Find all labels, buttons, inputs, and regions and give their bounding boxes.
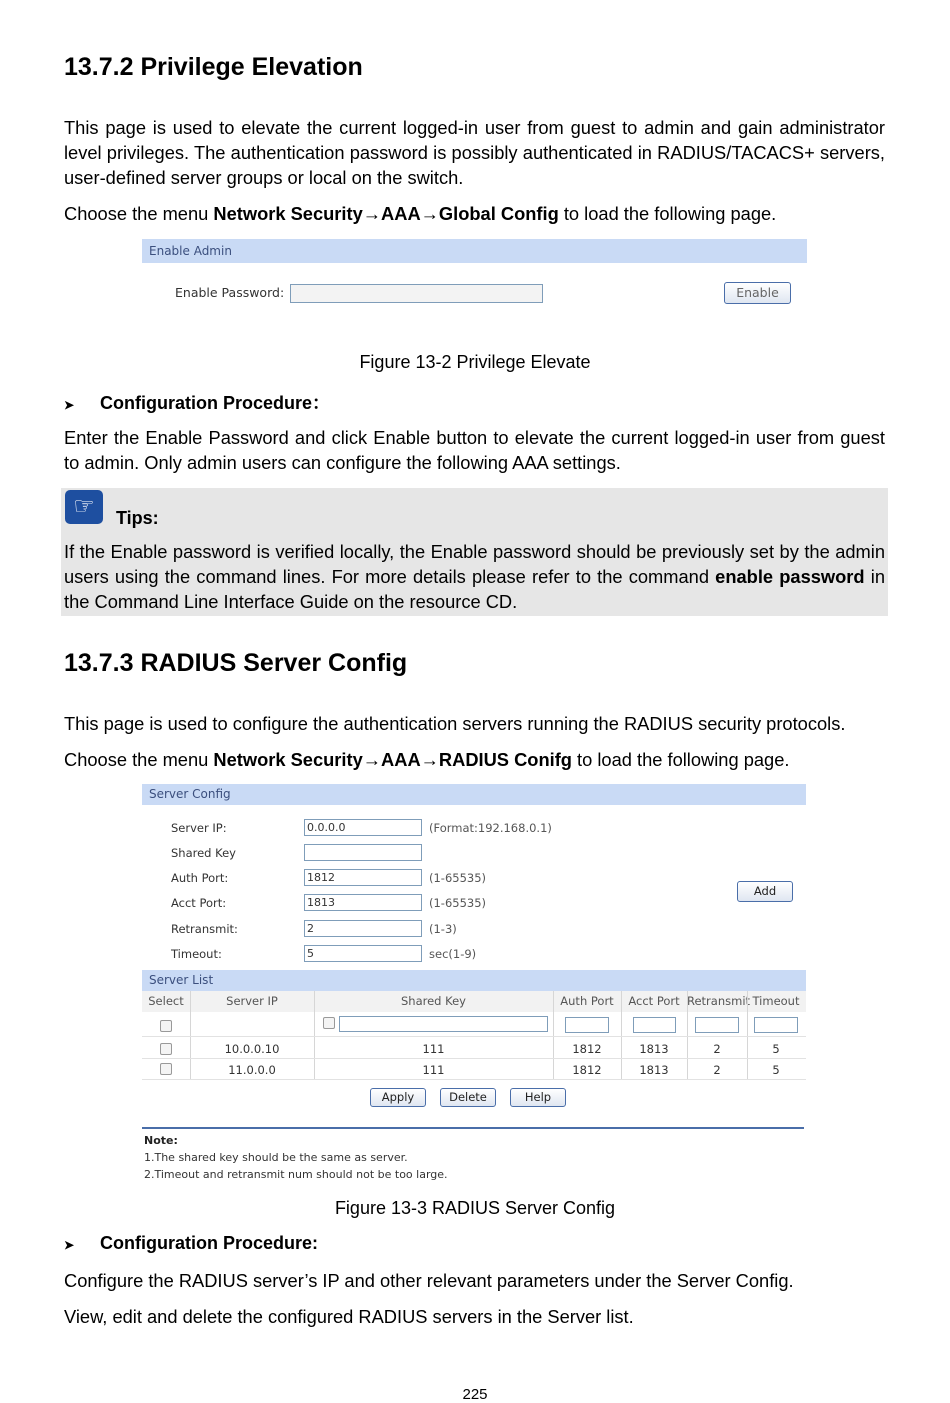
- server-ip-label: Server IP:: [171, 821, 227, 835]
- enable-admin-bar: Enable Admin: [142, 239, 807, 263]
- menu-suffix: to load the following page.: [571, 749, 790, 770]
- cell-acct-port: 1813: [639, 1042, 669, 1056]
- cell-shared-key: 111: [422, 1042, 445, 1056]
- retransmit-edit-input[interactable]: [695, 1017, 739, 1033]
- column-server-ip: Server IP: [226, 994, 278, 1008]
- tips-box: [61, 488, 888, 616]
- procedure-title: Configuration Procedure：: [100, 393, 331, 413]
- menu-path: Network Security→AAA→RADIUS Conifg: [213, 749, 572, 770]
- auth-port-label: Auth Port:: [171, 871, 229, 885]
- column-auth-port: Auth Port: [560, 994, 614, 1008]
- figure-caption-13-2: Figure 13-2 Privilege Elevate: [359, 352, 591, 372]
- server-ip-hint: (Format:192.168.0.1): [429, 821, 552, 835]
- acct-port-edit-input[interactable]: [633, 1017, 676, 1033]
- radius-server-screenshot: [142, 784, 807, 1186]
- page-number: 225: [462, 1386, 488, 1403]
- column-acct-port: Acct Port: [628, 994, 680, 1008]
- procedure-line-2: View, edit and delete the configured RADIUS servers in the Server list.: [64, 1306, 634, 1327]
- auth-port-hint: (1-65535): [429, 871, 487, 885]
- acct-port-input[interactable]: 1813: [304, 894, 422, 911]
- enable-password-input[interactable]: [290, 284, 543, 303]
- tips-title: Tips:: [116, 508, 159, 528]
- intro-paragraph: This page is used to elevate the current logged-in user from guest to admin and gain administrator level privileges. The authentication password is possibly authenticated in RADIUS/TACACS+ servers, user-defined server groups or local on the switch.: [64, 117, 885, 188]
- column-timeout: Timeout: [752, 994, 800, 1008]
- timeout-label: Timeout:: [171, 947, 222, 961]
- procedure-line-1: Configure the RADIUS server’s IP and other relevant parameters under the Server Config.: [64, 1270, 794, 1291]
- server-ip-input[interactable]: 0.0.0.0: [304, 819, 422, 836]
- column-shared-key: Shared Key: [401, 994, 466, 1008]
- menu-prefix: Choose the menu: [64, 203, 214, 224]
- tips-command: enable password: [715, 566, 865, 587]
- menu-instruction: [64, 201, 885, 226]
- acct-port-label: Acct Port:: [171, 896, 227, 910]
- section-heading-radius-server-config: 13.7.3 RADIUS Server Config: [64, 649, 408, 677]
- server-config-bar: Server Config: [142, 784, 806, 805]
- arrowhead-bullet-icon: ➤: [64, 1238, 75, 1252]
- timeout-hint: sec(1-9): [429, 947, 477, 961]
- note-line-1: 1.The shared key should be the same as server.: [144, 1151, 408, 1164]
- acct-port-hint: (1-65535): [429, 896, 487, 910]
- note-title: Note:: [144, 1134, 178, 1147]
- retransmit-label: Retransmit:: [171, 922, 238, 936]
- procedure-heading-1: [64, 389, 330, 415]
- cell-timeout: 5: [772, 1042, 780, 1056]
- cell-server-ip: 10.0.0.10: [224, 1042, 280, 1056]
- figure-caption-13-3: Figure 13-3 RADIUS Server Config: [334, 1198, 616, 1218]
- cell-acct-port: 1813: [639, 1063, 669, 1077]
- procedure-heading-2: [64, 1233, 318, 1254]
- enable-admin-screenshot: [142, 239, 807, 335]
- cell-timeout: 5: [772, 1063, 780, 1077]
- menu-path: Network Security→AAA→Global Config: [213, 203, 559, 224]
- cell-retransmit: 2: [713, 1042, 721, 1056]
- tips-text: [64, 539, 885, 614]
- row-select-checkbox[interactable]: [160, 1063, 172, 1075]
- shared-key-label: Shared Key: [171, 846, 236, 860]
- add-button[interactable]: Add: [737, 881, 793, 902]
- enable-password-label: Enable Password:: [175, 285, 285, 300]
- tips-text-1: If the Enable password is verified locally, the Enable password should be previously set by the admin users using the command lines. For more details please refer to the command: [64, 541, 885, 587]
- cell-server-ip: 11.0.0.0: [228, 1063, 276, 1077]
- column-select: Select: [148, 994, 184, 1008]
- apply-button[interactable]: Apply: [370, 1088, 426, 1107]
- radius-intro: This page is used to configure the authentication servers running the RADIUS security protocols.: [64, 713, 846, 734]
- section-heading-privilege-elevation: 13.7.2 Privilege Elevation: [64, 53, 363, 81]
- procedure-text: Enter the Enable Password and click Enable button to elevate the current logged-in user from guest to admin. Only admin users can configure the following AAA settings.: [64, 427, 885, 473]
- retransmit-hint: (1-3): [429, 922, 457, 936]
- arrowhead-bullet-icon: ➤: [64, 398, 75, 412]
- procedure-title: Configuration Procedure:: [100, 1233, 319, 1253]
- radius-menu-instruction: [64, 747, 904, 772]
- server-list-bar: Server List: [142, 970, 806, 991]
- help-button[interactable]: Help: [510, 1088, 566, 1107]
- shared-key-input[interactable]: [304, 844, 422, 861]
- menu-suffix: to load the following page.: [558, 203, 777, 224]
- note-divider: [142, 1127, 804, 1129]
- auth-port-input[interactable]: 1812: [304, 869, 422, 886]
- timeout-input[interactable]: 5: [304, 945, 422, 962]
- shared-key-edit-input[interactable]: [339, 1016, 548, 1032]
- row-select-checkbox[interactable]: [160, 1043, 172, 1055]
- cell-auth-port: 1812: [572, 1042, 602, 1056]
- timeout-edit-input[interactable]: [754, 1017, 798, 1033]
- select-all-checkbox[interactable]: [160, 1020, 172, 1032]
- cell-auth-port: 1812: [572, 1063, 602, 1077]
- shared-key-edit-checkbox[interactable]: [323, 1017, 335, 1029]
- note-line-2: 2.Timeout and retransmit num should not be too large.: [144, 1168, 448, 1181]
- delete-button[interactable]: Delete: [440, 1088, 496, 1107]
- pointing-hand-icon: ☞: [65, 490, 103, 524]
- auth-port-edit-input[interactable]: [565, 1017, 609, 1033]
- menu-prefix: Choose the menu: [64, 749, 214, 770]
- cell-retransmit: 2: [713, 1063, 721, 1077]
- enable-button[interactable]: Enable: [724, 282, 791, 304]
- tips-text-2: in the Command Line Interface Guide on the resource CD.: [64, 566, 885, 612]
- column-retransmit: Retransmit: [687, 994, 751, 1008]
- cell-shared-key: 111: [422, 1063, 445, 1077]
- retransmit-input[interactable]: 2: [304, 920, 422, 937]
